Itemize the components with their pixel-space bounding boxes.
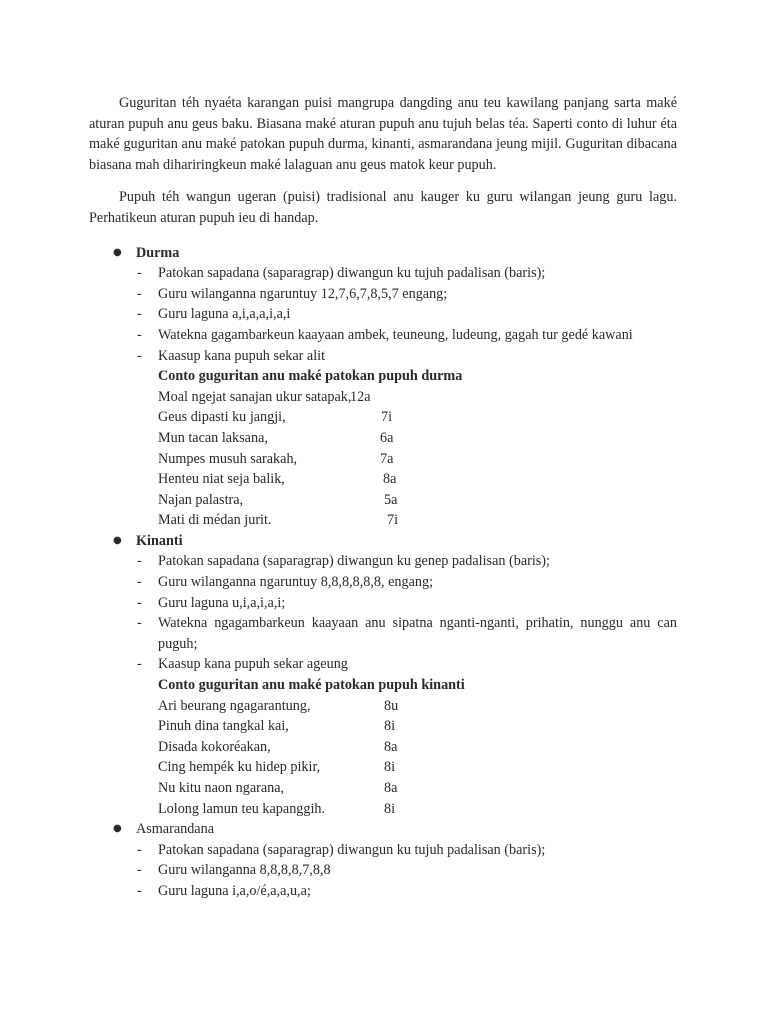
example-line: Nu kitu naon ngarana, 8a bbox=[158, 780, 398, 796]
intro-paragraph-1: Guguritan téh nyaéta karangan puisi mangrupa dangding anu teu kawilang panjang sarta maké aturan pupuh anu geus baku. Biasana maké aturan pupuh anu tujuh belas téa. Saperti conto di luhur éta maké guguritan anu maké patokan pupuh durma, kinanti, asmarandana jeung mijil. Guguritan dibacana biasana mah dihariringkeun maké lalaguan anu geus matok keur pupuh. bbox=[89, 95, 677, 173]
section-heading: ● Durma bbox=[89, 243, 677, 264]
example-block bbox=[89, 675, 677, 819]
bullet-icon: ● bbox=[113, 823, 122, 835]
list-item: - Guru wilanganna ngaruntuy 8,8,8,8,8,8, engang; bbox=[137, 574, 434, 591]
example-line: Mati di médan jurit. 7i bbox=[158, 512, 399, 529]
example-block bbox=[89, 366, 677, 531]
bullet-icon: ● bbox=[113, 246, 122, 258]
section-heading: ● Asmarandana bbox=[89, 819, 677, 840]
list-item: - Guru laguna a,i,a,a,i,a,i bbox=[137, 306, 291, 323]
example-line: Mun tacan laksana, 6a bbox=[158, 429, 394, 446]
example-line: Disada kokoréakan, 8a bbox=[158, 738, 398, 755]
example-line: Henteu niat seja balik, 8a bbox=[158, 471, 397, 488]
example-line: Cing hempék ku hidep pikir, 8i bbox=[158, 759, 396, 776]
example-line: Moal ngejat sanajan ukur satapak, 12a bbox=[158, 388, 371, 405]
list-item: - Patokan sapadana (saparagrap) diwangun ku tujuh padalisan (baris); bbox=[137, 841, 546, 858]
section-kinanti bbox=[89, 531, 677, 819]
example-line: Lolong lamun teu kapanggih. 8i bbox=[158, 800, 396, 817]
bullet-icon: ● bbox=[113, 534, 122, 546]
example-line: Pinuh dina tangkal kai, 8i bbox=[158, 718, 396, 735]
list-item: - Guru wilanganna 8,8,8,8,7,8,8 bbox=[137, 862, 331, 879]
section-asmarandana bbox=[89, 819, 677, 901]
list-item: - Guru wilanganna ngaruntuy 12,7,6,7,8,5,7 engang; bbox=[137, 285, 448, 302]
list-item: - Patokan sapadana (saparagrap) diwangun ku genep padalisan (baris); bbox=[137, 553, 550, 570]
rules-list bbox=[89, 263, 677, 366]
list-item: - Guru laguna u,i,a,i,a,i; bbox=[137, 594, 286, 611]
section-heading: ● Kinanti bbox=[89, 531, 677, 552]
list-item: - Guru laguna i,a,o/é,a,a,u,a; bbox=[137, 882, 311, 899]
rules-list bbox=[89, 840, 677, 902]
intro-paragraph-2: Pupuh téh wangun ugeran (puisi) tradisional anu kauger ku guru wilangan jeung guru lagu. Perhatikeun aturan pupuh ieu di handap. bbox=[89, 189, 677, 226]
list-item: - Patokan sapadana (saparagrap) diwangun ku tujuh padalisan (baris); bbox=[137, 265, 546, 282]
section-durma bbox=[89, 243, 677, 531]
list-item: - Watekna ngagambarkeun kaayaan anu sipatna nganti-nganti, prihatin, nunggu anu can puguh; bbox=[137, 615, 677, 652]
example-title: Conto guguritan anu maké patokan pupuh kinanti bbox=[158, 677, 465, 694]
document-page bbox=[89, 93, 677, 902]
example-line: Geus dipasti ku jangji, 7i bbox=[158, 409, 393, 426]
example-title: Conto guguritan anu maké patokan pupuh durma bbox=[158, 368, 463, 385]
example-line: Ari beurang ngagarantung, 8u bbox=[158, 697, 399, 714]
example-line: Najan palastra, 5a bbox=[158, 491, 398, 508]
list-item: - Watekna gagambarkeun kaayaan ambek, teuneung, ludeung, gagah tur gedé kawani bbox=[137, 326, 633, 343]
example-line: Numpes musuh sarakah, 7a bbox=[158, 450, 394, 467]
list-item: - Kaasup kana pupuh sekar alit bbox=[137, 347, 326, 364]
rules-list bbox=[89, 551, 677, 675]
list-item: - Kaasup kana pupuh sekar ageung bbox=[137, 656, 348, 673]
